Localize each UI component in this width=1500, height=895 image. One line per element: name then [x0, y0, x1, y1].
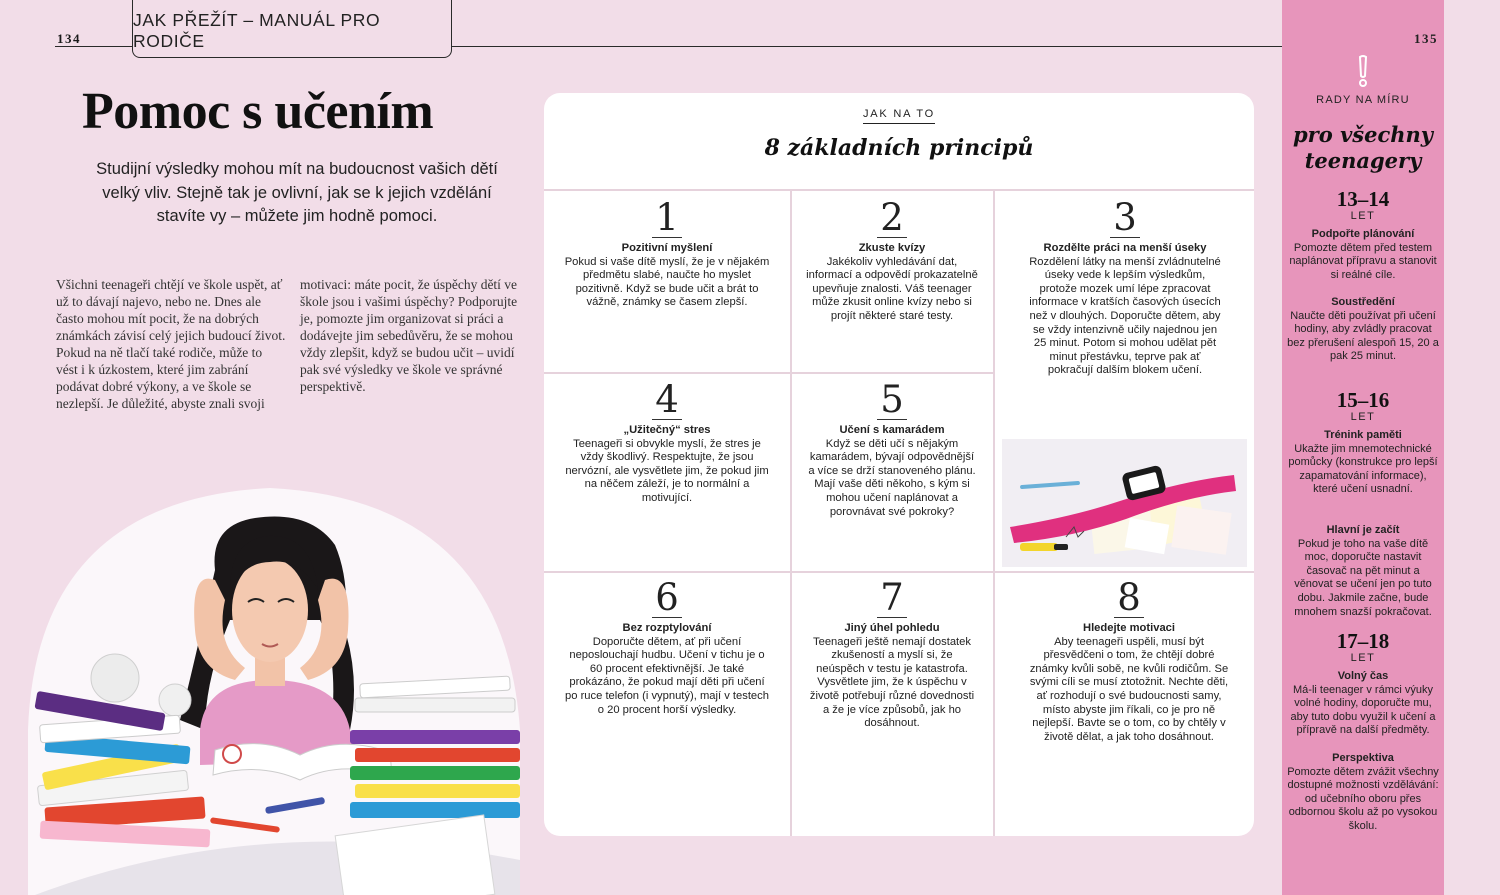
principle-number: 2 [877, 199, 907, 238]
principle-title: Rozdělte práci na menší úseky [1043, 242, 1207, 254]
principle-number: 4 [652, 381, 682, 420]
principle-number: 8 [1114, 579, 1144, 618]
lead-paragraph: Studijní výsledky mohou mít na budoucnost vašich dětí velký vliv. Stejně tak je ovlivní, jak se k jejich vzdělání stavíte vy – můžete jim hodně pomoci. [96, 160, 498, 225]
principle-title: Pozitivní myšlení [621, 242, 713, 254]
body-column-2: motivaci: máte pocit, že úspěchy dětí ve škole jsou i vašimi úspěchy? Podporujte je, pomozte jim organizovat si práci a dodávejte jim sebedůvěru, že se mohou vždy zlepšit, když se budou učit – uvidí pak své výsledky ve škole ve správné perspektivě. [300, 277, 518, 394]
tip-title: Trénink paměti [1324, 429, 1402, 441]
tip-title: Volný čas [1337, 670, 1389, 682]
tip-text: Má-li teenager v rámci výuky volné hodiny, doporučte mu, aby tuto dobu využil k učení a přípravě na další předměty. [1290, 683, 1436, 737]
principle-2 [806, 196, 978, 324]
exclamation-icon [1353, 54, 1373, 88]
principle-7 [806, 576, 978, 731]
tip [1286, 670, 1440, 738]
sidebar-kicker: RADY NA MÍRU [1316, 94, 1410, 106]
sidebar-handwritten-title: pro všechny teenagery [1293, 122, 1433, 173]
page-title: Pomoc s učením [82, 83, 434, 140]
panel-title: 8 základních principů [764, 135, 1034, 161]
principle-3 [1029, 196, 1221, 378]
grid-line [993, 189, 995, 836]
principle-8 [1029, 576, 1229, 744]
principle-4 [562, 378, 772, 506]
principle-number: 7 [877, 579, 907, 618]
principle-title: Jiný úhel pohledu [844, 622, 940, 634]
principle-text: Doporučte dětem, ať při učení neposlouchají hudbu. Učení v tichu je o 60 procent efektivnější. Je také prokázáno, že pokud mají děti při učení po ruce telefon (i vypnutý), mají v testech o 20 procent horší výsledky. [565, 635, 769, 716]
age-heading: 15–16 [1336, 388, 1390, 412]
body-column-1: Všichni teenageři chtějí ve škole uspět, ať už to dávají najevo, nebo ne. Dnes ale často mohou mít pocit, že na dobrých známkách závisí celý jejich budoucí život. Pokud na ně tlačí také rodiče, může to vést i k úzkostem, které jim zabrání podávat dobré výkony, a ve škole se nezlepší. Je důležité, abyste znali svoji [56, 277, 286, 411]
principle-title: Bez rozptylování [622, 622, 712, 634]
principle-6 [562, 576, 772, 717]
principle-title: Učení s kamarádem [839, 424, 945, 436]
tip [1286, 524, 1440, 619]
principle-number: 3 [1110, 199, 1140, 238]
watch-and-notes-illustration [1002, 439, 1247, 567]
age-unit-label: LET [1350, 210, 1376, 222]
principle-title: „Užitečný“ stres [623, 424, 711, 436]
tip-text: Pomozte dětem před testem naplánovat přípravu a stanovit si reálné cíle. [1289, 241, 1437, 281]
tip-text: Ukažte jim mnemotechnické pomůcky (konstrukce pro lepší zapamatování informace), které učení usnadní. [1288, 442, 1438, 496]
tips-sidebar [1282, 0, 1444, 895]
tip-title: Podpořte plánování [1311, 228, 1415, 240]
principle-text: Teenageři ještě nemají dostatek zkušeností a myslí si, že neúspěch v testu je katastrofa. Vysvětlete jim, že k úspěchu v životě potřebují různé dovednosti a že je více způsobů, jak ho dosáhnout. [809, 635, 975, 730]
principle-number: 5 [877, 381, 907, 420]
tip-title: Perspektiva [1332, 752, 1394, 764]
tip [1286, 296, 1440, 364]
principle-title: Zkuste kvízy [858, 242, 926, 254]
tip [1286, 228, 1440, 282]
tip [1286, 429, 1440, 497]
principle-text: Aby teenageři uspěli, musí být přesvědčeni o tom, že chtějí dobré známky kvůli sobě, ne kvůli rodičům. Se svými cíli se musí ztotožnit. Nechte děti, ať rozhodují o své budoucnosti samy, místo abyste jim říkali, co je pro ně nejlepší. Bavte se o tom, co by chtěly v životě dělat, a jak toho dosáhnout. [1029, 635, 1229, 743]
grid-line [544, 372, 994, 374]
age-unit-label: LET [1350, 411, 1376, 423]
page-number-left: 134 [57, 31, 81, 46]
principle-text: Pokud si vaše dítě myslí, že je v nějakém předmětu slabé, naučte ho myslet pozitivně. Když se bude učit a brát to vážně, známky se časem zlepší. [564, 255, 770, 309]
principle-1 [562, 196, 772, 310]
age-heading: 17–18 [1336, 629, 1390, 653]
panel-kicker: JAK NA TO [544, 108, 1254, 124]
principle-text: Jakékoliv vyhledávání dat, informací a odpovědí prokazatelně upevňuje znalosti. Váš teenager může zkusit online kvízy nebo si projít některé staré testy. [806, 255, 978, 322]
section-tab [132, 0, 452, 58]
principle-number: 6 [652, 579, 682, 618]
age-unit-label: LET [1350, 652, 1376, 664]
grid-line [544, 571, 1254, 573]
tip-title: Hlavní je začít [1326, 524, 1400, 536]
tip [1286, 752, 1440, 834]
principle-text: Když se děti učí s nějakým kamarádem, bývají odpovědnější a více se drží stanoveného plánu. Mají vaše děti někoho, s kým si mohou učení naplánovat a porovnávat své pokroky? [808, 437, 976, 518]
principle-text: Rozdělení látky na menší zvládnutelné úseky vede k lepším výsledkům, protože mozek umí lépe zpracovat informace v kratších časových úsecích než v dlouhých. Doporučte dětem, aby se vždy intenzivně učily najednou jen 25 minut. Potom si mohou udělat pět minut přestávku, teprve pak ať pokračují dalším blokem učení. [1029, 255, 1221, 377]
grid-line [790, 189, 792, 836]
page-number-right: 135 [1414, 31, 1438, 46]
principle-number: 1 [652, 199, 682, 238]
principle-5 [806, 378, 978, 519]
tip-text: Pomozte dětem zvážit všechny dostupné možnosti vzdělávání: od učebního oboru přes odbornou školu až po vysokou školu. [1287, 765, 1439, 832]
grid-line [544, 189, 1254, 191]
tip-text: Pokud je toho na vaše dítě moc, doporučte nastavit časovač na pět minut a věnovat se učení jen po tuto dobu. Jakmile začne, bude mnohem snazší pokračovat. [1294, 537, 1432, 618]
principle-title: Hledejte motivaci [1082, 622, 1176, 634]
tip-text: Naučte děti používat při učení hodiny, aby zvládly pracovat bez přerušení alespoň 15, 20 a pak 25 minut. [1287, 309, 1439, 363]
stressed-girl-illustration [0, 430, 540, 895]
principles-panel [544, 93, 1254, 836]
principle-text: Teenageři si obvykle myslí, že stres je vždy škodlivý. Respektujte, že jsou nervózní, ale vysvětlete jim, že pokud jim na něčem záleží, je to normální a motivující. [565, 437, 769, 504]
tip-title: Soustředění [1331, 296, 1395, 308]
age-heading: 13–14 [1336, 187, 1390, 211]
section-title: JAK PŘEŽÍT – MANUÁL PRO RODIČE [133, 10, 381, 51]
